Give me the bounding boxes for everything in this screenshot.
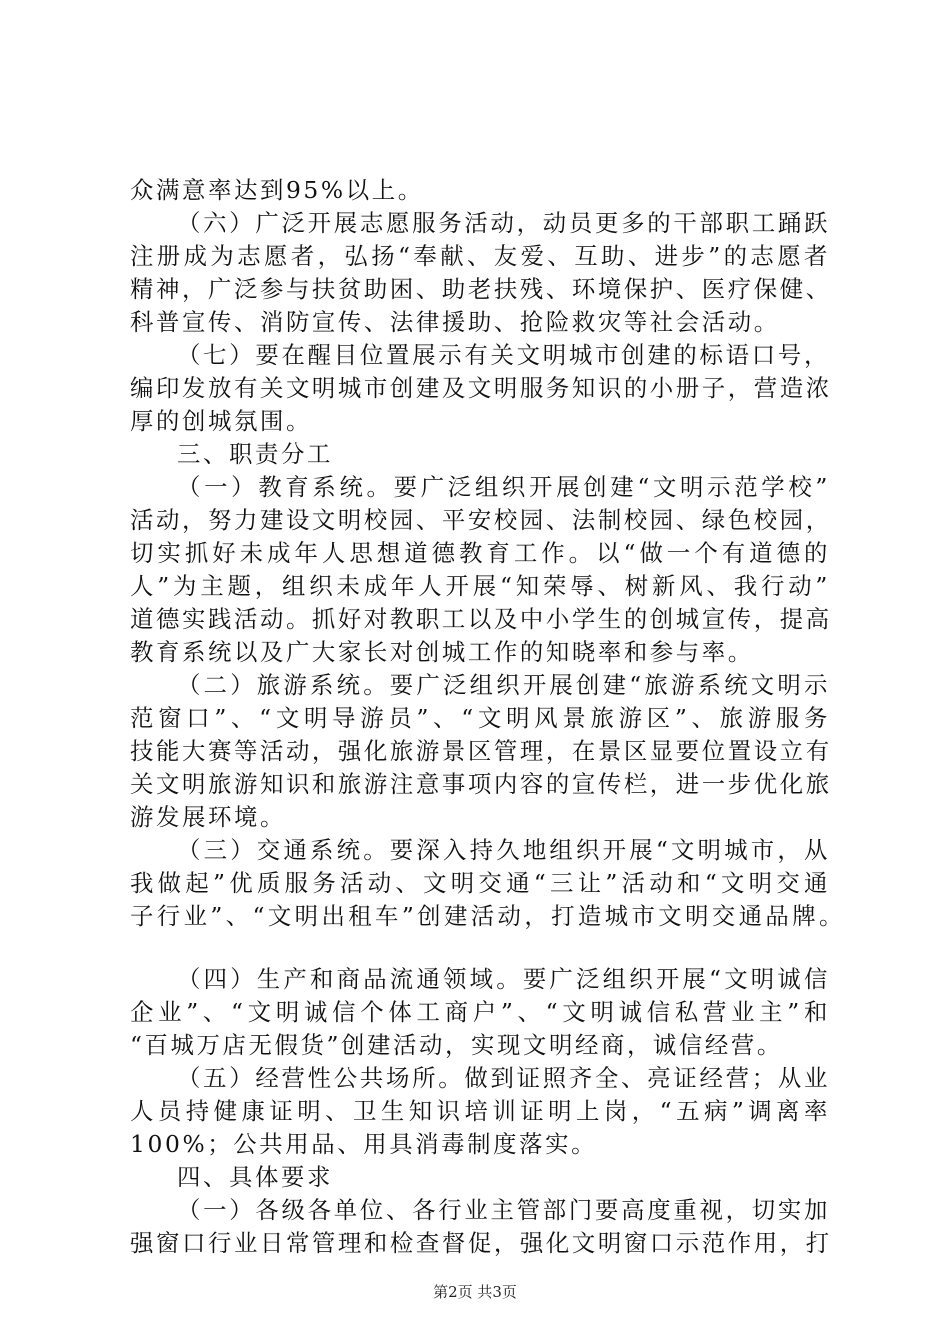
body-text-line: 游发展环境。: [130, 803, 286, 831]
body-text-line: （六）广泛开展志愿服务活动，动员更多的干部职工踊跃: [177, 209, 830, 237]
body-text-line: 人员持健康证明、卫生知识培训证明上岗，“五病”调离率: [130, 1097, 830, 1125]
body-text-line: 精神，广泛参与扶贫助困、助老扶残、环境保护、医疗保健、: [130, 275, 832, 303]
body-text-line: 活动，努力建设文明校园、平安校园、法制校园、绿色校园，: [130, 506, 832, 534]
section-heading: 四、具体要求: [177, 1163, 333, 1191]
body-text-line: 切实抓好未成年人思想道德教育工作。以“做一个有道德的: [130, 539, 830, 567]
body-text-line: 我做起”优质服务活动、文明交通“三让”活动和“文明交通: [130, 869, 830, 897]
body-text-line: 关文明旅游知识和旅游注意事项内容的宣传栏，进一步优化旅: [130, 770, 832, 798]
body-text-line: 道德实践活动。抓好对教职工以及中小学生的创城宣传，提高: [130, 605, 832, 633]
body-text-line: （二）旅游系统。要广泛组织开展创建“旅游系统文明示: [177, 671, 830, 699]
body-text-line: （五）经营性公共场所。做到证照齐全、亮证经营；从业: [177, 1064, 830, 1092]
body-text-line: （七）要在醒目位置展示有关文明城市创建的标语口号，: [177, 341, 830, 369]
body-text-line: 编印发放有关文明城市创建及文明服务知识的小册子，营造浓: [130, 374, 832, 402]
body-text-line: （四）生产和商品流通领域。要广泛组织开展“文明诚信: [177, 965, 830, 993]
section-heading: 三、职责分工: [177, 440, 333, 468]
body-text-line: 教育系统以及广大家长对创城工作的知晓率和参与率。: [130, 638, 754, 666]
body-text-line: 企业”、“文明诚信个体工商户”、“文明诚信私营业主”和: [130, 998, 830, 1026]
body-text-line: 强窗口行业日常管理和检查督促，强化文明窗口示范作用，打: [130, 1229, 832, 1257]
body-text-line: 技能大赛等活动，强化旅游景区管理，在景区显要位置设立有: [130, 737, 832, 765]
body-text-line: 范窗口”、“文明导游员”、“文明风景旅游区”、旅游服务: [130, 704, 830, 732]
body-text-line: “百城万店无假货”创建活动，实现文明经商，诚信经营。: [130, 1031, 783, 1059]
body-text-line: （三）交通系统。要深入持久地组织开展“文明城市，从: [177, 836, 830, 864]
body-text-line: （一）教育系统。要广泛组织开展创建“文明示范学校”: [177, 473, 830, 501]
body-text-line: 人”为主题，组织未成年人开展“知荣辱、树新风、我行动”: [130, 572, 830, 600]
body-text-line: 子行业”、“文明出租车”创建活动，打造城市文明交通品牌。: [130, 902, 845, 930]
body-text-line: 众满意率达到95%以上。: [130, 176, 424, 204]
body-text-line: 注册成为志愿者，弘扬“奉献、友爱、互助、进步”的志愿者: [130, 242, 830, 270]
body-text-line: 100%；公共用品、用具消毒制度落实。: [130, 1130, 598, 1158]
body-text-line: （一）各级各单位、各行业主管部门要高度重视，切实加: [177, 1196, 830, 1224]
page-number-footer: 第2页 共3页: [433, 1283, 517, 1301]
body-text-line: 科普宣传、消防宣传、法律援助、抢险救灾等社会活动。: [130, 308, 780, 336]
body-text-line: 厚的创城氛围。: [130, 407, 312, 435]
